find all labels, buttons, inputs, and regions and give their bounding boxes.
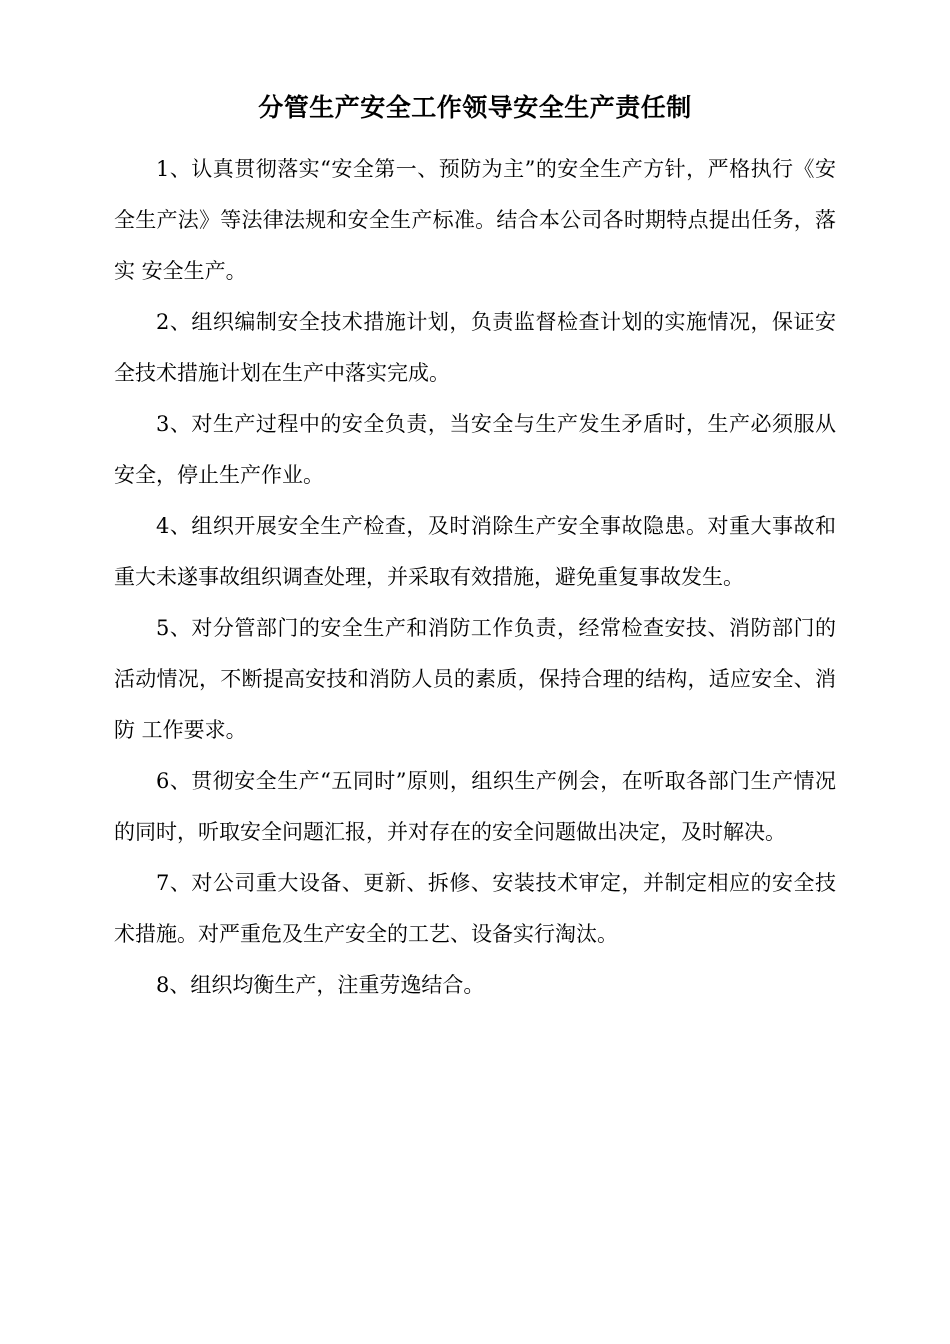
paragraph-7: 7、对公司重大设备、更新、拆修、安装技术审定，并制定相应的安全技术措施。对严重危及生产安全的工艺、设备实行淘汰。 [114,871,836,946]
paragraph-2: 2、组织编制安全技术措施计划，负责监督检查计划的实施情况，保证安 全技术措施计划在生产中落实完成。 [114,310,836,385]
paragraph-6: 6、贯彻安全生产“五同时”原则，组织生产例会，在听取各部门生产情况的同时，听取安全问题汇报，并对存在的安全问题做出决定，及时解决。 [114,769,836,844]
paragraph-8: 8、组织均衡生产，注重劳逸结合。 [156,973,485,997]
paragraph-4: 4、组织开展安全生产检查，及时消除生产安全事故隐患。对重大事故和重大未遂事故组织调查处理，并采取有效措施，避免重复事故发生。 [114,514,836,589]
document-body [114,144,836,1011]
paragraph-5: 5、对分管部门的安全生产和消防工作负责，经常检查安技、消防部门的活动情况，不断提高安技和消防人员的素质，保持合理的结构，适应安全、消防 工作要求。 [114,616,836,742]
document-title: 分管生产安全工作领导安全生产责任制 [258,93,692,122]
paragraph-3: 3、对生产过程中的安全负责，当安全与生产发生矛盾时，生产必须服从 安全，停止生产作业。 [114,412,836,487]
paragraph-1: 1、认真贯彻落实“安全第一、预防为主”的安全生产方针，严格执行《安 全生产法》等法律法规和安全生产标准。结合本公司各时期特点提出任务，落实 安全生产。 [114,157,836,283]
